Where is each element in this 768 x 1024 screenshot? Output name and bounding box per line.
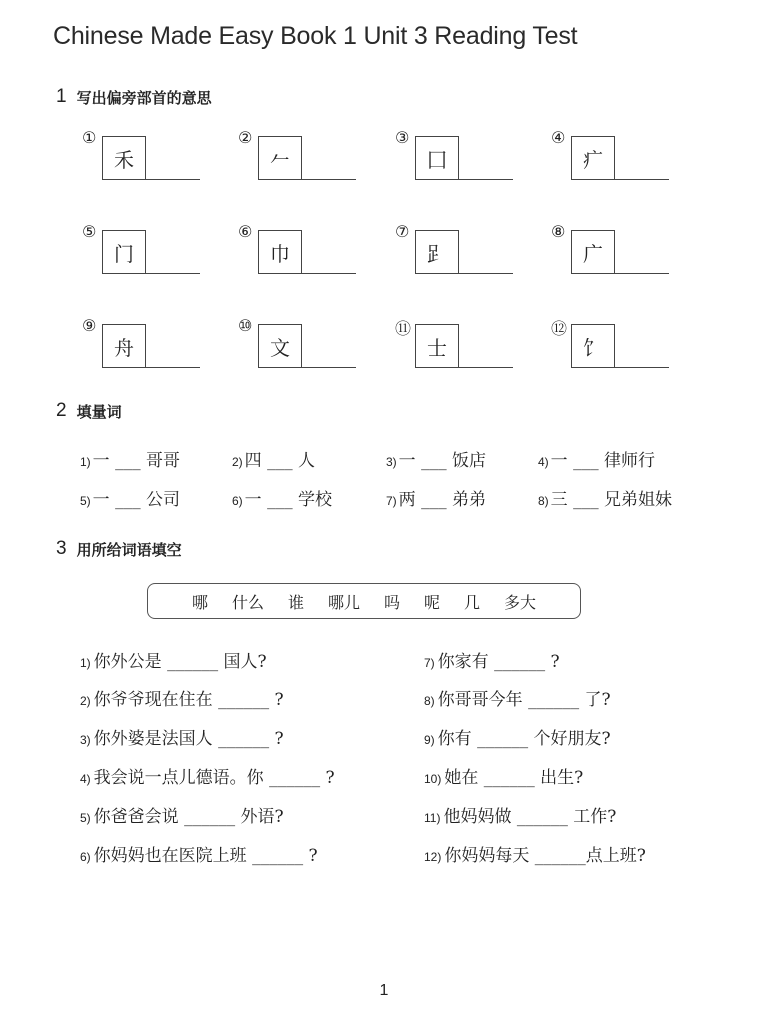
item-number: 5) [80,494,91,508]
answer-line[interactable] [302,179,356,180]
word-bank-item: 哪儿 [327,592,360,612]
measure-word-item [232,446,315,471]
item-number: 12) [424,850,442,864]
page-number: 1 [379,982,389,999]
radical-box: 门 [102,230,146,274]
answer-line[interactable] [302,367,356,368]
item-number: ⑧ [551,222,566,241]
word-bank-item: 哪 [191,592,208,612]
item-number: 8) [424,694,435,708]
item-number: 6) [232,494,243,508]
item-number: 3) [386,455,397,469]
question-item [424,763,583,788]
radical-box: 禾 [102,136,146,180]
section-2-heading [56,400,122,422]
radical-item [238,222,398,278]
section-number: 2 [56,400,67,421]
word-bank-item: 吗 [384,592,401,612]
question-text[interactable]: 你妈妈每天 ______点上班? [444,846,646,866]
radical-box: 囗 [415,136,459,180]
section-number: 3 [56,538,67,559]
radical-box: 广 [571,230,615,274]
question-item [80,647,267,672]
measure-word-text[interactable]: 一 ___ 律师行 [550,451,655,471]
question-text[interactable]: 你外公是 ______ 国人? [93,652,267,672]
word-bank-item: 谁 [287,592,304,612]
word-bank-item: 多大 [504,592,537,612]
item-number: 4) [538,455,549,469]
radical-item [238,128,398,184]
question-text[interactable]: 你有 ______ 个好朋友? [437,729,611,749]
question-text[interactable]: 他妈妈做 ______ 工作? [443,807,617,827]
word-bank-item: 几 [464,592,481,612]
radical-box: 𠂉 [258,136,302,180]
question-item [80,802,284,827]
question-text[interactable]: 你外婆是法国人 ______ ? [93,729,284,749]
question-text[interactable]: 我会说一点儿德语。你 ______ ? [93,768,335,788]
radical-item [551,128,711,184]
measure-word-text[interactable]: 两 ___ 弟弟 [398,490,486,510]
answer-line[interactable] [146,273,200,274]
item-number: ④ [551,128,566,147]
section-number: 1 [56,86,67,107]
item-number: 2) [232,455,243,469]
item-number: 8) [538,494,549,508]
item-number: 2) [80,694,91,708]
measure-word-text[interactable]: 四 ___ 人 [244,451,315,471]
item-number: 9) [424,733,435,747]
radical-box: 𧾷 [415,230,459,274]
measure-word-item [232,485,332,510]
answer-line[interactable] [615,179,669,180]
item-number: ⑩ [238,316,253,335]
question-item [80,685,284,710]
section-3-heading [56,538,182,560]
radical-item [395,128,555,184]
item-number: 10) [424,772,442,786]
radical-item [395,316,555,372]
measure-word-text[interactable]: 三 ___ 兄弟姐妹 [550,490,672,510]
radical-item [551,222,711,278]
question-item [80,724,284,749]
section-instruction: 填量词 [76,402,122,421]
word-bank [147,583,581,619]
radical-box: 巾 [258,230,302,274]
question-text[interactable]: 你家有 ______ ? [437,652,560,672]
item-number: ⑤ [82,222,97,241]
item-number: ⑪ [395,319,412,338]
item-number: ③ [395,128,410,147]
question-text[interactable]: 你爸爸会说 ______ 外语? [93,807,284,827]
section-instruction: 写出偏旁部首的意思 [76,88,212,107]
measure-word-text[interactable]: 一 ___ 哥哥 [92,451,180,471]
answer-line[interactable] [459,367,513,368]
item-number: 3) [80,733,91,747]
measure-word-text[interactable]: 一 ___ 公司 [92,490,180,510]
item-number: 7) [424,656,435,670]
answer-line[interactable] [459,179,513,180]
question-item [424,724,611,749]
radical-item [82,128,242,184]
radical-box: 文 [258,324,302,368]
question-item [424,802,616,827]
measure-word-item [386,485,486,510]
question-text[interactable]: 你哥哥今年 ______ 了? [437,690,611,710]
measure-word-item [80,485,180,510]
section-instruction: 用所给词语填空 [76,540,182,559]
section-1-heading [56,86,212,108]
answer-line[interactable] [302,273,356,274]
item-number: 6) [80,850,91,864]
measure-word-text[interactable]: 一 ___ 饭店 [398,451,486,471]
item-number: 1) [80,656,91,670]
item-number: ⑦ [395,222,410,241]
answer-line[interactable] [146,179,200,180]
page-title: Chinese Made Easy Book 1 Unit 3 Reading Test [53,22,578,50]
question-item [80,763,335,788]
answer-line[interactable] [615,367,669,368]
item-number: 7) [386,494,397,508]
question-text[interactable]: 她在 ______ 出生? [444,768,584,788]
measure-word-item [538,446,655,471]
item-number: ⑥ [238,222,253,241]
radical-box: 疒 [571,136,615,180]
item-number: ⑨ [82,316,97,335]
question-item [424,685,611,710]
radical-box: 士 [415,324,459,368]
radical-box: 舟 [102,324,146,368]
radical-item [551,316,711,372]
item-number: 4) [80,772,91,786]
radical-box: 饣 [571,324,615,368]
word-bank-item: 什么 [231,592,264,612]
item-number: ② [238,128,253,147]
radical-item [238,316,398,372]
item-number: ⑫ [551,319,568,338]
answer-line[interactable] [615,273,669,274]
item-number: ① [82,128,97,147]
question-item [424,841,646,866]
radical-item [82,316,242,372]
question-item [80,841,318,866]
question-item [424,647,560,672]
radical-item [82,222,242,278]
measure-word-item [80,446,180,471]
item-number: 11) [424,811,441,825]
answer-line[interactable] [146,367,200,368]
question-text[interactable]: 你爷爷现在住在 ______ ? [93,690,284,710]
measure-word-item [386,446,486,471]
measure-word-text[interactable]: 一 ___ 学校 [244,490,332,510]
question-text[interactable]: 你妈妈也在医院上班 ______ ? [93,846,318,866]
word-bank-item: 呢 [424,592,441,612]
item-number: 5) [80,811,91,825]
measure-word-item [538,485,672,510]
radical-item [395,222,555,278]
item-number: 1) [80,455,91,469]
answer-line[interactable] [459,273,513,274]
